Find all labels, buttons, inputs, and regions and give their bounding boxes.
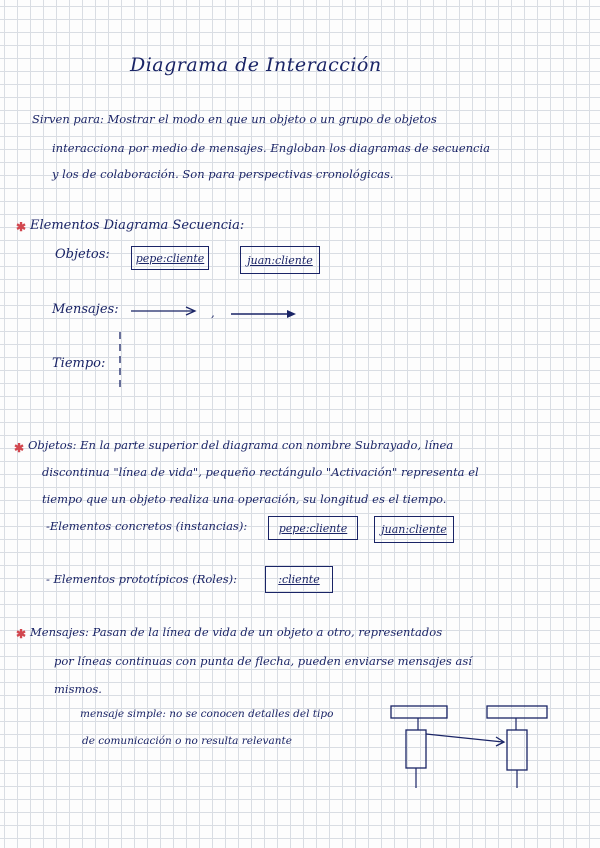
- messages-label: Mensajes:: [52, 302, 119, 317]
- intro-line-3: y los de colaboración. Son para perspectivas cronológicas.: [52, 167, 394, 181]
- time-label: Tiempo:: [52, 356, 106, 371]
- concrete-pepe-name: pepe:cliente: [278, 521, 348, 535]
- seq-activation-left: [406, 730, 426, 768]
- section2-line-2: discontinua "línea de vida", pequeño rectángulo "Activación" representa el: [42, 465, 479, 479]
- object-pepe-name: pepe:cliente: [135, 251, 205, 265]
- simple-message-line-1: mensaje simple: no se conocen detalles del tipo: [80, 708, 334, 720]
- messages-comma: ,: [211, 306, 215, 320]
- seq-object-box-left: [391, 706, 447, 718]
- section2-line-1: Objetos: En la parte superior del diagrama con nombre Subrayado, línea: [28, 438, 454, 452]
- prototypical-elements-label: - Elementos prototípicos (Roles):: [46, 572, 238, 586]
- page-title: Diagrama de Interacción: [130, 54, 382, 76]
- role-cliente-name: :cliente: [278, 573, 320, 586]
- bullet-asterisk-icon: ✱: [16, 220, 27, 234]
- concrete-box-juan: [374, 516, 454, 543]
- seq-object-box-right: [487, 706, 547, 718]
- role-box-cliente: [265, 566, 333, 593]
- bullet-asterisk-icon: ✱: [14, 441, 25, 455]
- section3-line-1: Mensajes: Pasan de la línea de vida de un objeto a otro, representados: [30, 625, 443, 639]
- object-juan-name: juan:cliente: [247, 253, 313, 267]
- concrete-juan-name: juan:cliente: [381, 523, 447, 536]
- bullet-asterisk-icon: ✱: [16, 627, 27, 641]
- simple-message-line-2: de comunicación o no resulta relevante: [82, 735, 292, 747]
- section2-line-3: tiempo que un objeto realiza una operación, su longitud es el tiempo.: [42, 492, 447, 506]
- section3-line-3: mismos.: [54, 682, 102, 696]
- concrete-elements-label: -Elementos concretos (instancias):: [46, 519, 248, 533]
- objects-label: Objetos:: [55, 247, 110, 262]
- intro-line-1: Sirven para: Mostrar el modo en que un objeto o un grupo de objetos: [32, 112, 437, 126]
- seq-message-line: [426, 734, 503, 742]
- concrete-box-pepe: [268, 516, 358, 540]
- seq-activation-right: [507, 730, 527, 770]
- filled-arrow-head: [287, 310, 296, 318]
- intro-line-2: interacciona por medio de mensajes. Engloban los diagramas de secuencia: [52, 141, 491, 155]
- section3-line-2: por líneas continuas con punta de flecha, pueden enviarse mensajes así: [54, 654, 472, 668]
- section1-heading: Elementos Diagrama Secuencia:: [30, 218, 245, 233]
